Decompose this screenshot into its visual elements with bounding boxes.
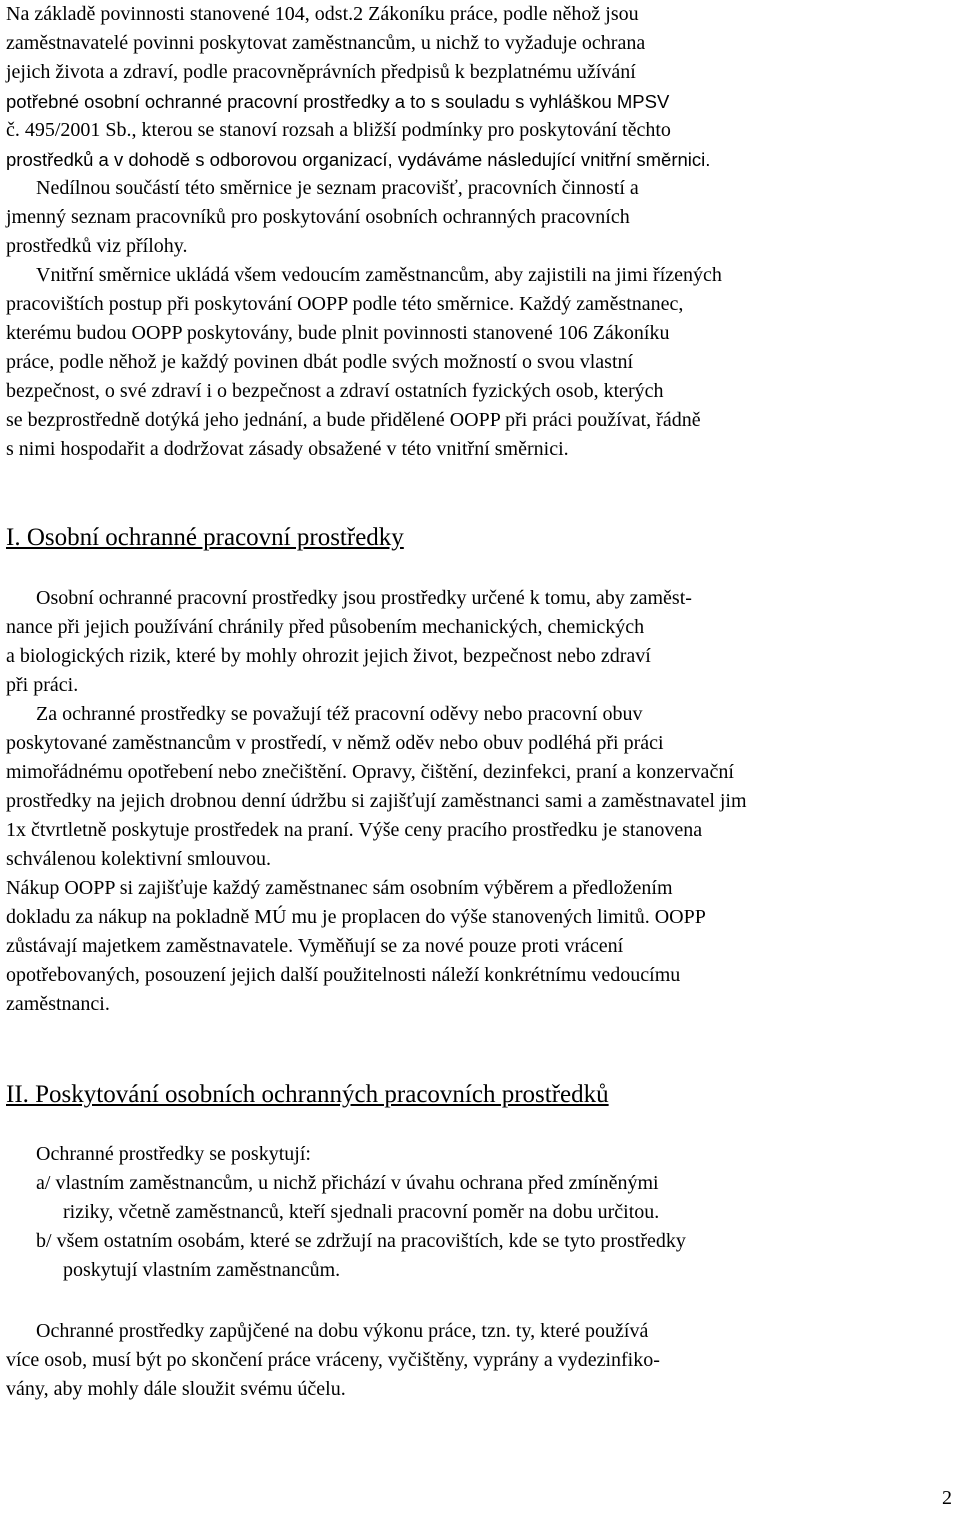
text-line: zaměstnanci. [6,993,110,1015]
section-1-body [6,584,951,1019]
section-2-intro: Ochranné prostředky se poskytují: [36,1143,311,1165]
text-line: práce, podle něhož je každý povinen dbát podle svých možností o svou vlastní [6,351,634,373]
text-line: bezpečnost, o své zdraví i o bezpečnost a zdraví ostatních fyzických osob, kterých [6,380,664,402]
list-label: b/ [36,1230,52,1252]
text-line: dokladu za nákup na pokladně MÚ mu je proplacen do výše stanovených limitů. OOPP [6,906,706,928]
text-line: jmenný seznam pracovníků pro poskytování osobních ochranných pracovních [6,206,630,228]
text-line: pracovištích postup při poskytování OOPP podle této směrnice. Každý zaměstnanec, [6,293,684,315]
text-line: potřebné osobní ochranné pracovní prostředky a to s souladu s vyhláškou MPSV [6,91,670,112]
list-item-continuation: riziky, včetně zaměstnanců, kteří sjednali pracovní poměr na dobu určitou. [63,1201,660,1223]
text-line: schválenou kolektivní smlouvou. [6,848,271,870]
text-line: Ochranné prostředky zapůjčené na dobu výkonu práce, tzn. ty, které používá [36,1320,649,1342]
text-line: prostředků viz přílohy. [6,235,188,257]
text-line: s nimi hospodařit a dodržovat zásady obsažené v této vnitřní směrnici. [6,438,569,460]
text-line: Vnitřní směrnice ukládá všem vedoucím zaměstnancům, aby zajistili na jimi řízených [36,264,722,286]
list-item-continuation: poskytují vlastním zaměstnancům. [63,1259,341,1281]
text-line: Za ochranné prostředky se považují též pracovní oděvy nebo pracovní obuv [36,703,643,725]
text-line: zaměstnavatelé povinni poskytovat zaměstnancům, u nichž to vyžaduje ochrana [6,32,646,54]
text-line: kterému budou OOPP poskytovány, bude plnit povinnosti stanovené 106 Zákoníku [6,322,670,344]
list-text: všem ostatním osobám, které se zdržují na pracovištích, kde se tyto prostředky [56,1230,686,1252]
text-line: Nákup OOPP si zajišťuje každý zaměstnanec sám osobním výběrem a předložením [6,877,673,899]
page-number: 2 [942,1487,952,1509]
text-line: Na základě povinnosti stanovené 104, odst.2 Zákoníku práce, podle něhož jsou [6,3,639,25]
text-line: Osobní ochranné pracovní prostředky jsou prostředky určené k tomu, aby zaměst- [36,587,692,609]
text-line: opotřebovaných, posouzení jejich další použitelnosti náleží konkrétnímu vedoucímu [6,964,681,986]
text-line: zůstávají majetkem zaměstnavatele. Vyměňují se za nové pouze proti vrácení [6,935,624,957]
section-2-body [6,1140,951,1285]
section-2-heading: II. Poskytování osobních ochranných pracovních prostředků [6,1081,609,1108]
text-line: č. 495/2001 Sb., kterou se stanoví rozsah a bližší podmínky pro poskytování těchto [6,119,671,141]
text-line: prostředků a v dohodě s odborovou organizací, vydáváme následující vnitřní směrnici. [6,149,711,170]
list-text: vlastním zaměstnancům, u nichž přichází v úvahu ochrana před zmíněnými [55,1172,659,1194]
section-1-heading: I. Osobní ochranné pracovní prostředky [6,524,404,551]
text-line: při práci. [6,674,79,696]
text-line: vány, aby mohly dále sloužit svému účelu. [6,1378,346,1400]
text-line: mimořádnému opotřebení nebo znečištění. Opravy, čištění, dezinfekci, praní a konzervační [6,761,734,783]
list-item [6,1169,951,1227]
text-line: se bezprostředně dotýká jeho jednání, a bude přidělené OOPP při práci používat, řádně [6,409,701,431]
list-item-first-line [6,1227,951,1256]
text-line: 1x čtvrtletně poskytuje prostředek na praní. Výše ceny pracího prostředku je stanovena [6,819,703,841]
section-2-closing [6,1317,951,1404]
list-item [6,1227,951,1285]
text-line: nance při jejich používání chránily před působením mechanických, chemických [6,616,645,638]
intro-paragraph [6,0,951,464]
text-line: Nedílnou součástí této směrnice je seznam pracovišť, pracovních činností a [36,177,639,199]
text-line: jejich života a zdraví, podle pracovněprávních předpisů k bezplatnému užívání [6,61,636,83]
text-line: prostředky na jejich drobnou denní údržbu si zajišťují zaměstnanci sami a zaměstnavatel jim [6,790,747,812]
list-item-first-line [6,1169,951,1198]
text-line: poskytované zaměstnancům v prostředí, v němž oděv nebo obuv podléhá při práci [6,732,664,754]
list-label: a/ [36,1172,51,1194]
text-line: více osob, musí být po skončení práce vráceny, vyčištěny, vyprány a vydezinfiko- [6,1349,660,1371]
text-line: a biologických rizik, které by mohly ohrozit jejich život, bezpečnost nebo zdraví [6,645,651,667]
